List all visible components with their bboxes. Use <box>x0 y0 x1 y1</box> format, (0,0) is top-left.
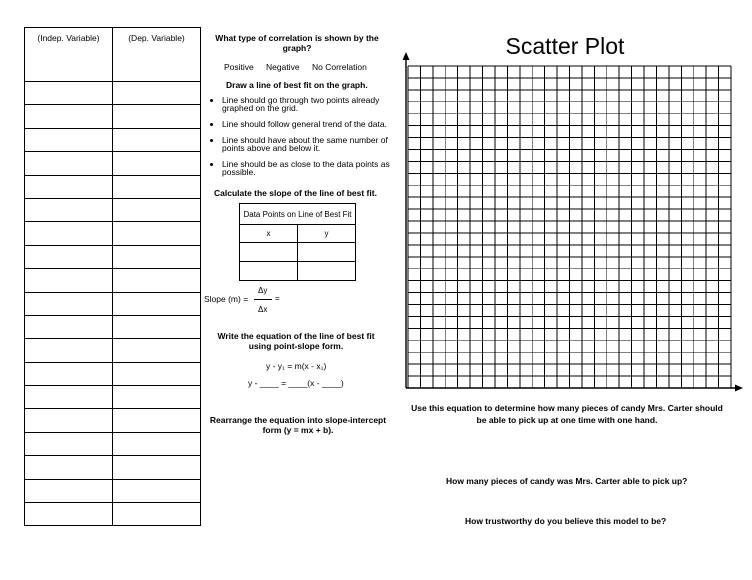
table-cell <box>113 269 201 292</box>
table-row <box>25 269 201 292</box>
correlation-question: What type of correlation is shown by the graph? <box>215 33 379 53</box>
table-cell <box>25 315 113 338</box>
table-cell <box>113 245 201 268</box>
table-row <box>25 292 201 315</box>
table-row <box>25 175 201 198</box>
table-cell <box>113 503 201 526</box>
points-table-title: Data Points on Line of Best Fit <box>240 204 356 225</box>
table-cell <box>25 245 113 268</box>
table-cell <box>25 222 113 245</box>
table-cell <box>25 128 113 151</box>
table-cell <box>113 315 201 338</box>
points-cell <box>240 243 298 262</box>
plot-title: Scatter Plot <box>505 33 625 59</box>
point-slope-formula: y - y₁ = m(x - x₁) <box>266 361 327 371</box>
table-row <box>25 152 201 175</box>
table-cell <box>113 292 201 315</box>
rule-item: • Line should go through two points already graphed on the grid. <box>222 96 412 112</box>
fraction-bar <box>254 299 272 300</box>
table-cell <box>25 409 113 432</box>
equation-instruction: Write the equation of the line of best fit using point-slope form. <box>217 331 375 351</box>
table-row <box>25 82 201 105</box>
table-cell <box>113 152 201 175</box>
table-cell <box>25 456 113 479</box>
option-positive: Positive <box>224 62 254 72</box>
slope-denominator: Δx <box>258 305 268 314</box>
option-negative: Negative <box>266 62 300 72</box>
best-fit-points-table <box>239 203 356 281</box>
table-cell <box>25 362 113 385</box>
slope-label: Slope (m) = <box>204 294 249 304</box>
points-y-header: y <box>298 225 356 243</box>
table-cell <box>113 222 201 245</box>
table-cell <box>25 339 113 362</box>
trustworthy-question: How trustworthy do you believe this model to be? <box>465 516 667 526</box>
table-cell <box>25 479 113 502</box>
scatter-plot-grid <box>398 52 743 394</box>
points-cell <box>240 262 298 281</box>
table-row <box>25 222 201 245</box>
indep-variable-header: (Indep. Variable) <box>25 28 113 82</box>
points-cell <box>298 243 356 262</box>
option-no-correlation: No Correlation <box>312 62 367 72</box>
table-row <box>25 315 201 338</box>
table-cell <box>25 175 113 198</box>
data-table <box>24 27 201 526</box>
table-cell <box>113 479 201 502</box>
table-row <box>25 386 201 409</box>
table-row <box>25 245 201 268</box>
table-row <box>25 105 201 128</box>
table-cell <box>25 198 113 221</box>
table-cell <box>113 198 201 221</box>
rule-item: • Line should be as close to the data points as possible. <box>222 160 412 176</box>
table-row <box>25 339 201 362</box>
table-cell <box>25 386 113 409</box>
table-cell <box>113 105 201 128</box>
slope-instruction: Calculate the slope of the line of best fit. <box>214 188 377 198</box>
table-cell <box>113 456 201 479</box>
rule-item: • Line should follow general trend of the data. <box>222 120 412 128</box>
table-cell <box>25 105 113 128</box>
table-cell <box>113 128 201 151</box>
point-slope-blank: y - ____ = ____(x - ____) <box>248 378 344 388</box>
table-cell <box>113 175 201 198</box>
points-x-header: x <box>240 225 298 243</box>
best-fit-rules <box>201 96 412 184</box>
table-row <box>25 456 201 479</box>
slope-equals: = <box>275 294 280 303</box>
y-axis-arrow-icon <box>403 52 410 60</box>
slope-numerator: Δy <box>258 286 268 295</box>
table-cell <box>113 432 201 455</box>
table-row <box>25 479 201 502</box>
use-equation-text: Use this equation to determine how many pieces of candy Mrs. Carter should be able to pick up at one time with one hand. <box>411 403 723 425</box>
table-row <box>25 503 201 526</box>
table-cell <box>113 386 201 409</box>
table-row <box>25 409 201 432</box>
table-row <box>25 432 201 455</box>
table-cell <box>113 409 201 432</box>
table-cell <box>25 503 113 526</box>
points-cell <box>298 262 356 281</box>
table-cell <box>113 362 201 385</box>
x-axis-arrow-icon <box>735 385 743 392</box>
rearrange-instruction: Rearrange the equation into slope-intercept form (y = mx + b). <box>209 415 387 435</box>
rule-item: • Line should have about the same number of points above and below it. <box>222 136 412 152</box>
table-cell <box>113 339 201 362</box>
dep-variable-header: (Dep. Variable) <box>113 28 201 82</box>
table-row <box>25 362 201 385</box>
table-cell <box>25 432 113 455</box>
table-cell <box>113 82 201 105</box>
best-fit-instruction: Draw a line of best fit on the graph. <box>226 80 368 90</box>
table-cell <box>25 152 113 175</box>
table-row <box>25 128 201 151</box>
how-many-question: How many pieces of candy was Mrs. Carter able to pick up? <box>446 476 688 486</box>
table-cell <box>25 292 113 315</box>
table-cell <box>25 82 113 105</box>
table-row <box>25 198 201 221</box>
table-cell <box>25 269 113 292</box>
